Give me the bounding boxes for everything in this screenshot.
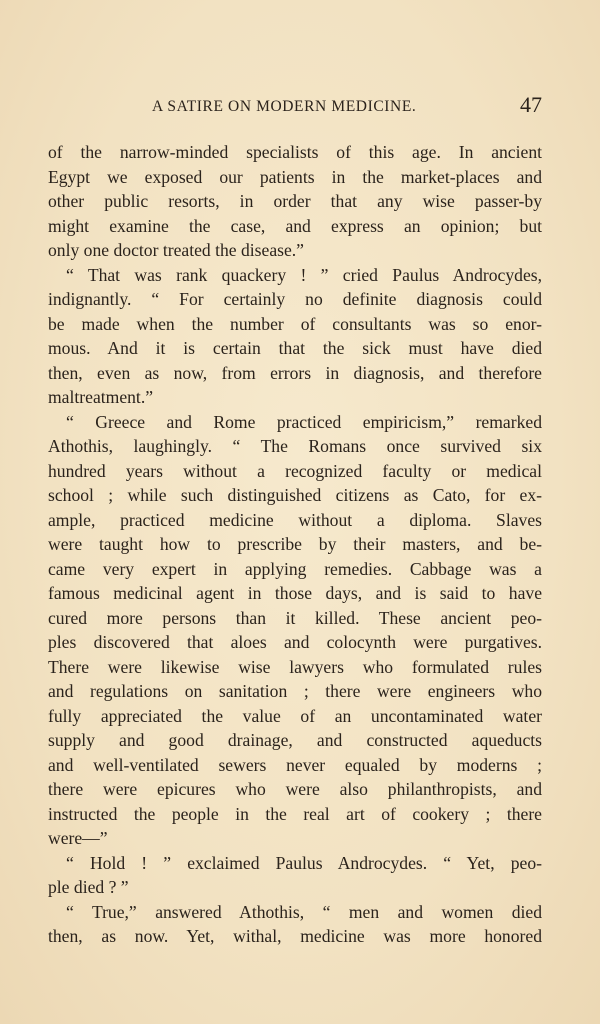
- text-line: ples discovered that aloes and colocynth were purgatives.: [48, 632, 542, 652]
- text-line: ample, practiced medicine without a diploma. Slaves: [48, 509, 542, 530]
- text-line: there were epicures who were also philanthropists, and: [48, 779, 542, 799]
- text-line: be made when the number of consultants was so enor-: [48, 313, 542, 334]
- text-line: of the narrow-minded specialists of this age. In ancient: [48, 142, 542, 162]
- text-line: mous. And it is certain that the sick must have died: [48, 338, 542, 358]
- text-line: and regulations on sanitation ; there were engineers who: [48, 681, 542, 701]
- text-line: fully appreciated the value of an uncontaminated water: [48, 705, 542, 726]
- text-line: “ True,” answered Athothis, “ men and women died: [66, 901, 542, 922]
- body-text: [48, 140, 542, 949]
- text-line: supply and good drainage, and constructed aqueducts: [48, 730, 542, 750]
- page-header: [48, 94, 542, 124]
- text-line: only one doctor treated the disease.”: [48, 240, 304, 260]
- text-line: “ Greece and Rome practiced empiricism,” remarked: [66, 411, 542, 432]
- text-line: were—”: [48, 828, 108, 848]
- text-line: then, as now. Yet, withal, medicine was more honored: [48, 926, 542, 946]
- text-line: instructed the people in the real art of cookery ; there: [48, 803, 542, 824]
- text-line: might examine the case, and express an opinion; but: [48, 215, 542, 236]
- text-line: famous medicinal agent in those days, and is said to have: [48, 583, 542, 603]
- text-line: ple died ? ”: [48, 877, 129, 897]
- text-line: Athothis, laughingly. “ The Romans once survived six: [48, 436, 542, 456]
- text-line: cured more persons than it killed. These ancient peo-: [48, 607, 542, 628]
- text-line: indignantly. “ For certainly no definite diagnosis could: [48, 289, 542, 309]
- text-line: then, even as now, from errors in diagnosis, and therefore: [48, 362, 542, 383]
- text-line: “ Hold ! ” exclaimed Paulus Androcydes. “ Yet, peo-: [66, 852, 542, 873]
- text-line: Egypt we exposed our patients in the market-places and: [48, 166, 542, 187]
- text-line: There were likewise wise lawyers who formulated rules: [48, 656, 542, 677]
- running-head: A SATIRE ON MODERN MEDICINE.: [152, 98, 417, 115]
- text-line: “ That was rank quackery ! ” cried Paulus Androcydes,: [66, 264, 542, 285]
- text-line: other public resorts, in order that any wise passer-by: [48, 191, 542, 211]
- page-number: 47: [520, 92, 542, 117]
- text-line: maltreatment.”: [48, 387, 154, 407]
- text-line: school ; while such distinguished citizens as Cato, for ex-: [48, 485, 542, 505]
- text-line: came very expert in applying remedies. Cabbage was a: [48, 558, 542, 579]
- text-line: and well-ventilated sewers never equaled by moderns ;: [48, 754, 542, 775]
- text-line: hundred years without a recognized faculty or medical: [48, 460, 542, 481]
- text-line: were taught how to prescribe by their masters, and be-: [48, 534, 542, 554]
